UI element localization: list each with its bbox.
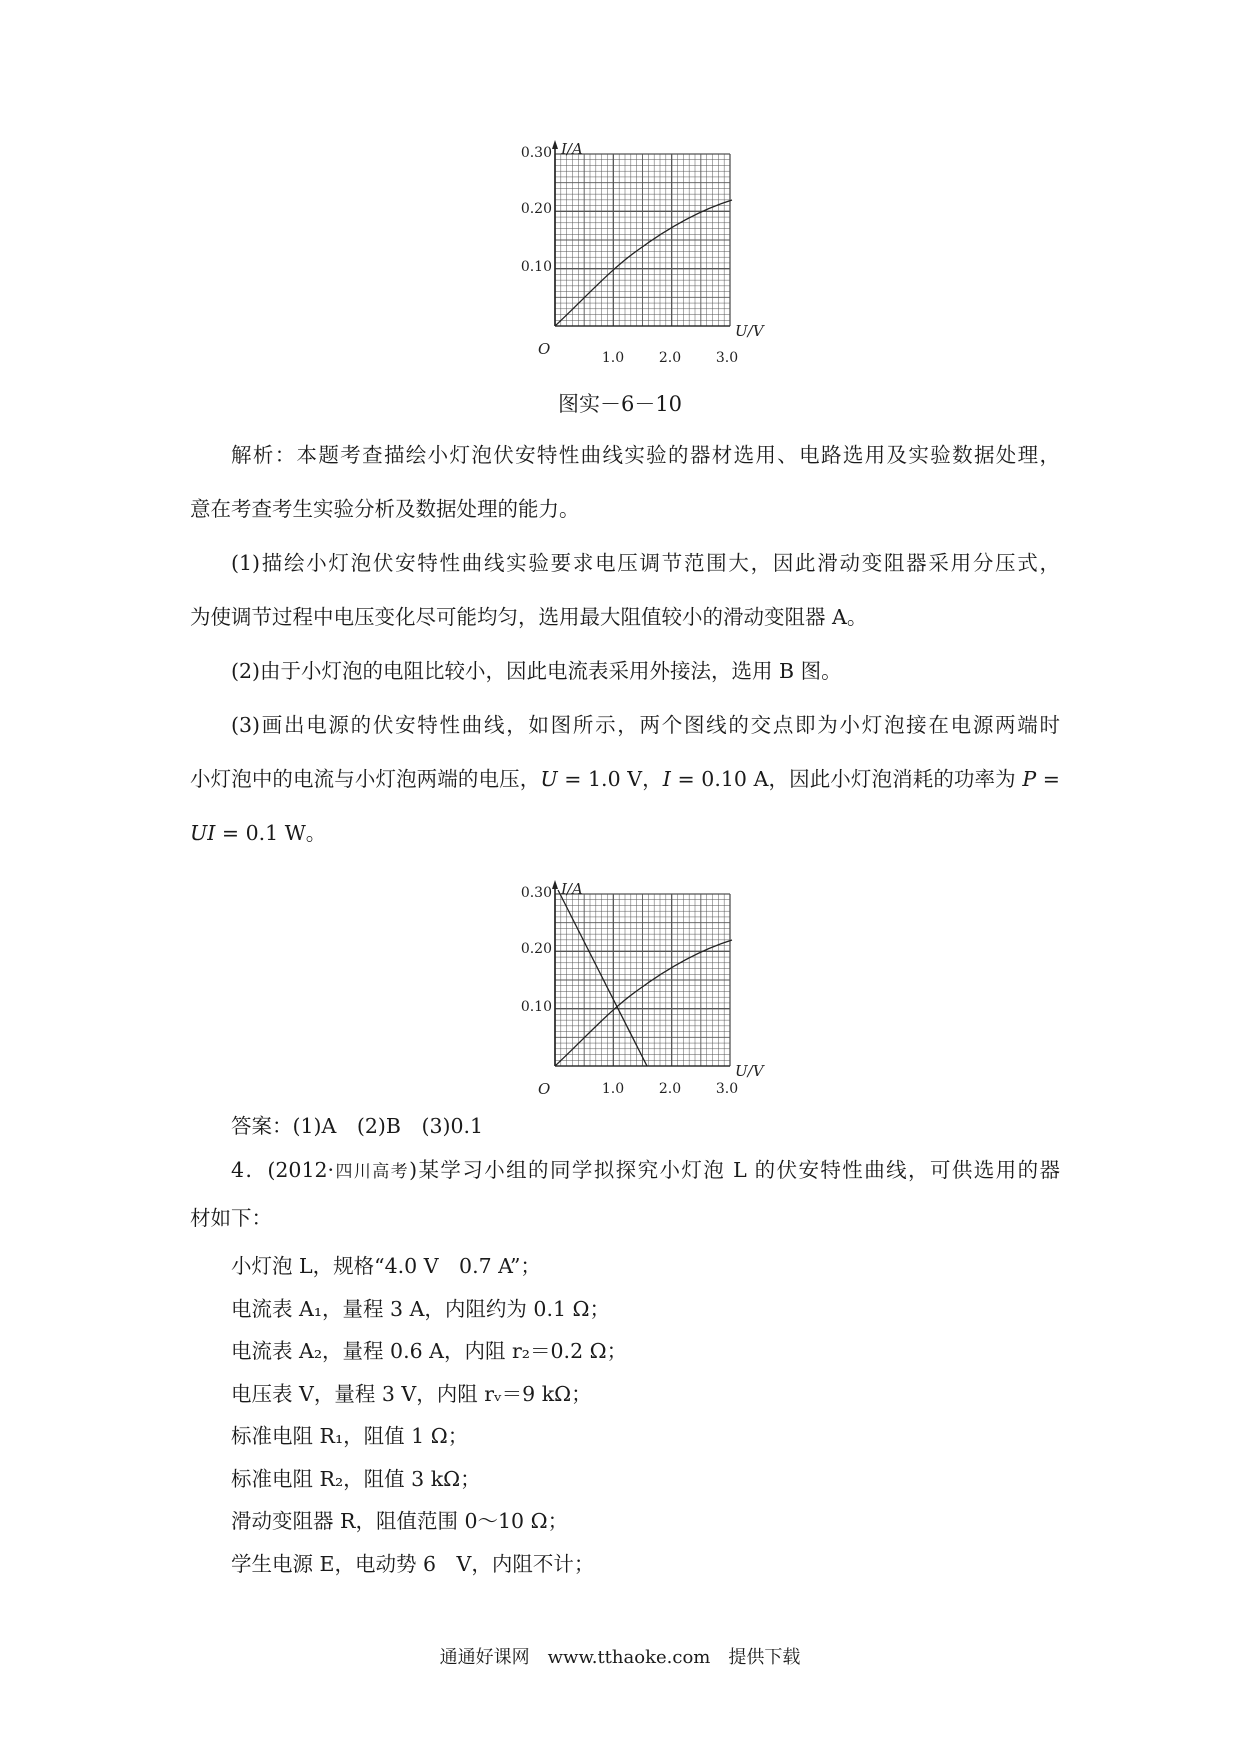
equipment-item: 标准电阻 R₂，阻值 3 kΩ；	[231, 1466, 481, 1491]
origin-label: O	[538, 340, 551, 358]
source-iv-line	[558, 890, 647, 1066]
x-tick-label: 3.0	[715, 350, 739, 366]
analysis-line: 为使调节过程中电压变化尽可能均匀，选用最大阻值较小的滑动变阻器 A。	[190, 605, 868, 629]
x-tick-label: 2.0	[658, 350, 682, 366]
var-p: P	[1022, 767, 1037, 791]
y-tick-label: 0.10	[520, 259, 552, 275]
text: 小灯泡中的电流与小灯泡两端的电压，	[190, 767, 541, 791]
y-axis-arrow	[552, 140, 558, 149]
analysis-line: 解析：本题考查描绘小灯泡伏安特性曲线实验的器材选用、电路选用及实验数据处理，	[231, 443, 1060, 467]
x-tick-label: 2.0	[658, 1081, 682, 1097]
y-axis-arrow	[552, 880, 558, 889]
equipment-item: 学生电源 E，电动势 6 V，内阻不计；	[231, 1551, 595, 1576]
text: = 0.1 W。	[215, 821, 327, 845]
text: = 1.0 V，	[557, 767, 663, 791]
x-axis-label: U/V	[735, 322, 764, 340]
answer	[190, 1105, 1060, 1147]
var-u: U	[540, 767, 558, 791]
iv-graph-2	[520, 880, 770, 1100]
answer-line: 答案：(1)A (2)B (3)0.1	[231, 1114, 484, 1138]
y-axis-label: I/A	[561, 140, 583, 158]
figure-caption: 图实－6－10	[557, 392, 683, 416]
equipment-item: 标准电阻 R₁，阻值 1 Ω；	[231, 1424, 469, 1448]
var-ui: UI	[190, 821, 216, 845]
question-4	[190, 1146, 1060, 1242]
text: = 0.10 A，因此小灯泡消耗的功率为	[670, 767, 1023, 791]
iv-graph-1	[520, 140, 770, 370]
equipment-list	[190, 1245, 1060, 1585]
analysis-line: (1)描绘小灯泡伏安特性曲线实验要求电压调节范围大，因此滑动变阻器采用分压式，	[231, 551, 1060, 575]
analysis-line: (3)画出电源的伏安特性曲线，如图所示，两个图线的交点即为小灯泡接在电源两端时	[231, 713, 1060, 737]
equipment-item: 电压表 V，量程 3 V，内阻 rᵥ＝9 kΩ；	[231, 1381, 592, 1406]
equipment-item: 小灯泡 L，规格“4.0 V 0.7 A”；	[231, 1254, 541, 1278]
analysis-line	[190, 752, 1060, 806]
y-tick-label: 0.30	[520, 145, 552, 161]
y-tick-label: 0.10	[520, 999, 552, 1015]
source-label: 四川高考	[334, 1162, 410, 1182]
equipment-item: 电流表 A₂，量程 0.6 A，内阻 r₂＝0.2 Ω；	[231, 1339, 628, 1363]
y-tick-label: 0.20	[520, 941, 552, 957]
analysis-line: (2)由于小灯泡的电阻比较小，因此电流表采用外接法，选用 B 图。	[231, 659, 842, 683]
x-axis-label: U/V	[735, 1062, 764, 1080]
origin-label: O	[538, 1080, 551, 1098]
x-tick-label: 3.0	[715, 1081, 739, 1097]
text: )某学习小组的同学拟探究小灯泡 L 的伏安特性曲线，可供选用的器	[409, 1158, 1060, 1182]
x-tick-label: 1.0	[601, 1081, 625, 1097]
equipment-item: 电流表 A₁，量程 3 A，内阻约为 0.1 Ω；	[231, 1296, 611, 1321]
text: =	[1036, 767, 1060, 791]
analysis-line	[190, 806, 1060, 860]
var-i: I	[662, 767, 671, 791]
question-line	[190, 1146, 1060, 1194]
y-tick-label: 0.20	[520, 201, 552, 217]
analysis	[190, 428, 1060, 860]
footer: 通通好课网 www.tthaoke.com 提供下载	[439, 1647, 801, 1668]
equipment-item: 滑动变阻器 R，阻值范围 0～10 Ω；	[231, 1509, 569, 1533]
y-tick-label: 0.30	[520, 885, 552, 901]
analysis-line: 意在考查考生实验分析及数据处理的能力。	[190, 497, 580, 521]
text: 4．(2012·	[231, 1158, 335, 1182]
y-axis-label: I/A	[561, 880, 583, 898]
question-line: 材如下：	[190, 1206, 272, 1230]
x-tick-label: 1.0	[601, 350, 625, 366]
